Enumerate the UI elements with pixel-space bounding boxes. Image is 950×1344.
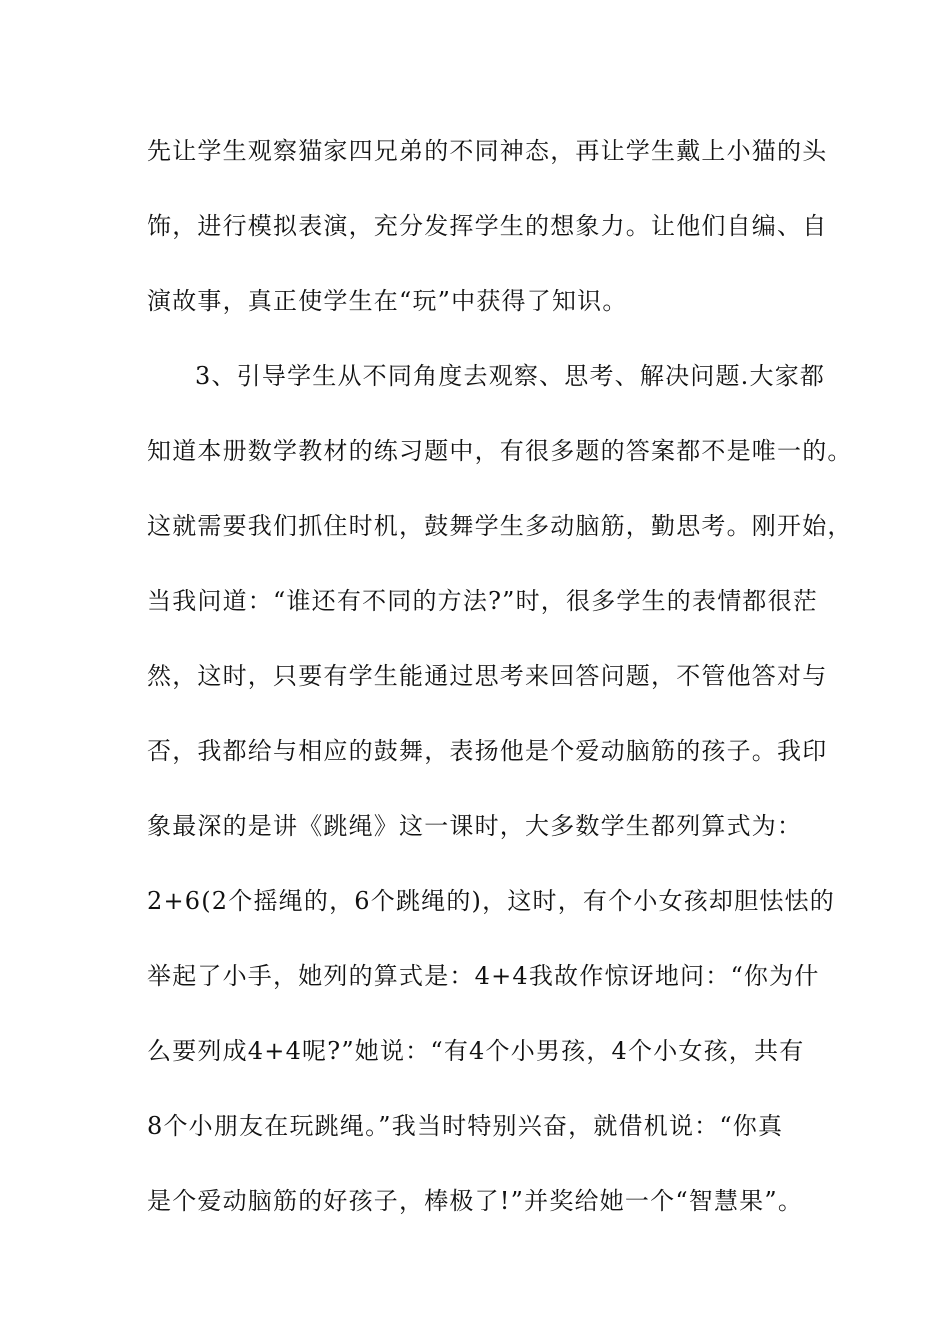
text-line: 当我问道：“谁还有不同的方法?”时，很多学生的表情都很茫 — [147, 587, 819, 615]
text-line: 3、引导学生从不同角度去观察、思考、解决问题.大家都 — [195, 362, 826, 390]
text-line: 演故事，真正使学生在“玩”中获得了知识。 — [147, 287, 628, 315]
text-line: 8个小朋友在玩跳绳。”我当时特别兴奋，就借机说：“你真 — [147, 1112, 784, 1140]
text-line: 知道本册数学教材的练习题中，有很多题的答案都不是唯一的。 — [147, 437, 853, 465]
text-line: 否，我都给与相应的鼓舞，表扬他是个爱动脑筋的孩子。我印 — [147, 737, 828, 765]
text-line: 饰，进行模拟表演，充分发挥学生的想象力。让他们自编、自 — [147, 212, 828, 240]
text-line: 先让学生观察猫家四兄弟的不同神态，再让学生戴上小猫的头 — [147, 137, 828, 165]
text-line: 这就需要我们抓住时机，鼓舞学生多动脑筋，勤思考。刚开始， — [147, 512, 853, 540]
text-line: 举起了小手，她列的算式是：4+4我故作惊讶地问：“你为什 — [147, 962, 820, 990]
text-line: 然，这时，只要有学生能通过思考来回答问题，不管他答对与 — [147, 662, 828, 690]
text-line: 2+6(2个摇绳的，6个跳绳的)，这时，有个小女孩却胆怯怯的 — [147, 887, 835, 915]
text-line: 么要列成4+4呢?”她说：“有4个小男孩，4个小女孩，共有 — [147, 1037, 805, 1065]
text-line: 是个爱动脑筋的好孩子，棒极了!”并奖给她一个“智慧果”。 — [147, 1187, 804, 1215]
text-line: 象最深的是讲《跳绳》这一课时，大多数学生都列算式为： — [147, 812, 803, 840]
